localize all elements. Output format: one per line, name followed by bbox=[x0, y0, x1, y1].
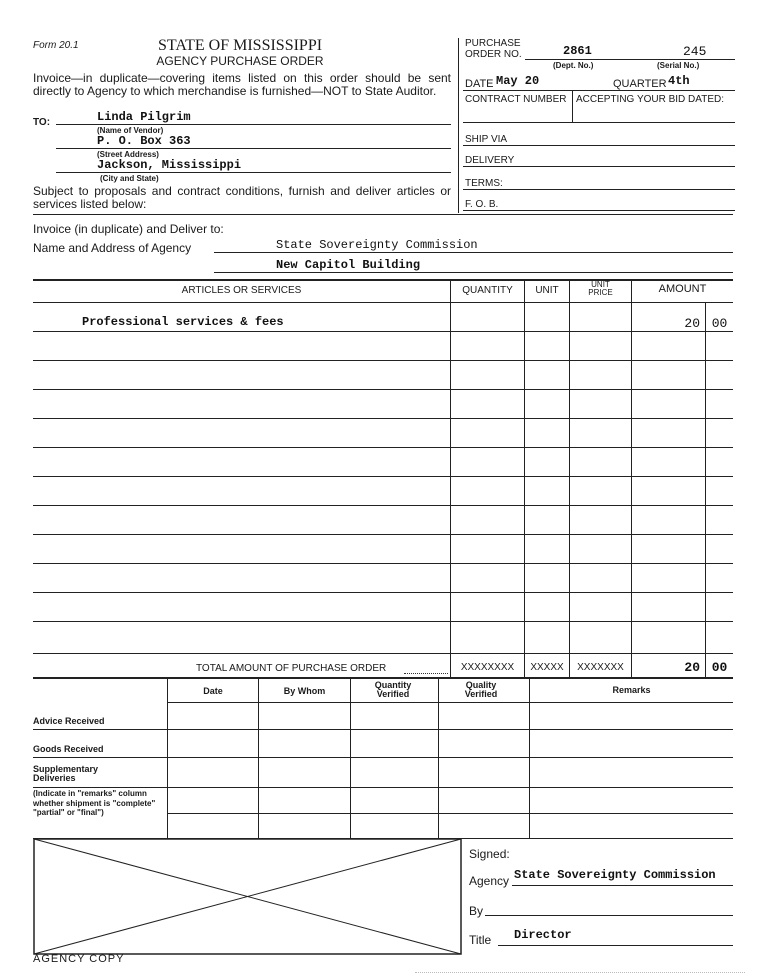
row-line bbox=[33, 447, 733, 448]
vendor-street-line bbox=[56, 148, 451, 149]
supplementary-deliveries-label: Supplementary Deliveries bbox=[33, 764, 99, 783]
contract-line bbox=[463, 122, 735, 123]
invoice-note: Invoice—in duplicate—covering items listed on this order should be sent directly to Agency to which merchandise is furnished—NOT to State Auditor. bbox=[33, 71, 451, 98]
item-dollars: 20 bbox=[684, 316, 700, 331]
delivery-line bbox=[463, 166, 735, 167]
to-label: TO: bbox=[33, 117, 51, 128]
receipt-header-quality-verified: Quality Verified bbox=[464, 680, 498, 699]
agency-sign-line bbox=[512, 885, 733, 886]
section-divider-1 bbox=[33, 214, 733, 215]
goods-received-label: Goods Received bbox=[33, 744, 104, 754]
subject-note: Subject to proposals and contract conditions, furnish and deliver articles or services listed below: bbox=[33, 184, 451, 211]
row-line bbox=[33, 505, 733, 506]
total-leader bbox=[404, 663, 448, 674]
ship-via-label: SHIP VIA bbox=[465, 134, 508, 145]
total-unit: XXXXX bbox=[530, 662, 564, 673]
row-line bbox=[33, 360, 733, 361]
serial-number: 245 bbox=[683, 44, 707, 59]
bottom-dotted-edge bbox=[415, 972, 745, 973]
title-value: Director bbox=[514, 928, 572, 942]
vendor-name: Linda Pilgrim bbox=[97, 110, 191, 124]
receipt-row-line bbox=[33, 787, 733, 788]
receipt-header-date: Date bbox=[203, 686, 223, 696]
agency-address-value: New Capitol Building bbox=[276, 258, 421, 272]
shipment-note: (Indicate in "remarks" column whether shipment is "complete" "partial" or "final") bbox=[33, 789, 156, 817]
vendor-street: P. O. Box 363 bbox=[97, 134, 191, 148]
quarter-value: 4th bbox=[668, 74, 690, 88]
dept-number: 2861 bbox=[563, 44, 592, 58]
ship-via-line bbox=[463, 145, 735, 146]
vendor-city-line bbox=[56, 172, 451, 173]
terms-line bbox=[463, 189, 735, 190]
date-label: DATE bbox=[465, 78, 494, 90]
receipt-row-line bbox=[33, 757, 733, 758]
by-label: By bbox=[469, 904, 484, 918]
title-line bbox=[498, 945, 733, 946]
header-amount: AMOUNT bbox=[658, 283, 707, 295]
col-line-unit bbox=[524, 279, 525, 677]
terms-label: TERMS: bbox=[465, 178, 503, 189]
po-number-line bbox=[525, 59, 735, 60]
signed-label: Signed: bbox=[469, 847, 510, 861]
date-line bbox=[463, 90, 735, 91]
vendor-city-label: (City and State) bbox=[100, 174, 159, 183]
receipt-row-line bbox=[167, 813, 733, 814]
vendor-city: Jackson, Mississippi bbox=[97, 158, 242, 172]
total-cents: 00 bbox=[711, 660, 728, 675]
agency-sign-value: State Sovereignty Commission bbox=[514, 868, 716, 882]
vendor-name-label: (Name of Vendor) bbox=[97, 126, 164, 135]
row-line bbox=[33, 653, 733, 654]
receipt-header-remarks: Remarks bbox=[612, 685, 651, 695]
contract-number-label: CONTRACT NUMBER bbox=[465, 94, 567, 105]
agency-name-label: Name and Address of Agency bbox=[33, 241, 192, 255]
agency-copy-label: AGENCY COPY bbox=[33, 953, 125, 965]
state-title: STATE OF MISSISSIPPI bbox=[157, 37, 323, 54]
row-line bbox=[33, 418, 733, 419]
dept-no-label: (Dept. No.) bbox=[553, 61, 594, 70]
header-quantity: QUANTITY bbox=[462, 285, 513, 296]
fob-line bbox=[463, 210, 735, 211]
item-article: Professional services & fees bbox=[82, 315, 284, 329]
total-label: TOTAL AMOUNT OF PURCHASE ORDER bbox=[196, 663, 387, 674]
items-header-bottom bbox=[33, 302, 733, 303]
date-value: May 20 bbox=[496, 74, 540, 88]
row-line bbox=[33, 563, 733, 564]
agency-sign-label: Agency bbox=[469, 874, 510, 888]
agency-address-line bbox=[214, 272, 733, 273]
row-line bbox=[33, 621, 733, 622]
blank-crossed-box bbox=[33, 838, 463, 956]
header-divider bbox=[458, 38, 459, 213]
po-label: PURCHASE ORDER NO. bbox=[465, 38, 522, 60]
receipt-header-line bbox=[167, 702, 733, 703]
contract-divider bbox=[572, 90, 573, 123]
col-line-quantity bbox=[450, 279, 451, 677]
col-line-amount bbox=[631, 279, 632, 677]
row-line bbox=[33, 331, 733, 332]
header-unit: UNIT bbox=[535, 285, 559, 296]
receipt-row-line bbox=[33, 729, 733, 730]
invoice-deliver-label: Invoice (in duplicate) and Deliver to: bbox=[33, 222, 224, 236]
item-cents: 00 bbox=[711, 316, 728, 331]
row-line bbox=[33, 476, 733, 477]
vendor-street-label: (Street Address) bbox=[97, 150, 159, 159]
delivery-label: DELIVERY bbox=[465, 155, 515, 166]
accepting-bid-label: ACCEPTING YOUR BID DATED: bbox=[576, 94, 724, 105]
serial-no-label: (Serial No.) bbox=[657, 61, 700, 70]
vendor-name-line bbox=[56, 124, 451, 125]
advice-received-label: Advice Received bbox=[33, 716, 105, 726]
quarter-label: QUARTER bbox=[613, 78, 667, 90]
total-unit-price: XXXXXXX bbox=[577, 662, 624, 673]
col-line-unit-price bbox=[569, 279, 570, 677]
row-line bbox=[33, 592, 733, 593]
header-unit-price: UNIT PRICE bbox=[588, 280, 613, 297]
header-articles: ARTICLES OR SERVICES bbox=[181, 285, 302, 296]
row-line bbox=[33, 534, 733, 535]
form-number: Form 20.1 bbox=[33, 40, 79, 51]
agency-name-line bbox=[214, 252, 733, 253]
total-dollars: 20 bbox=[684, 660, 700, 675]
total-quantity: XXXXXXXX bbox=[460, 662, 515, 673]
items-table-bottom bbox=[33, 677, 733, 679]
receipt-header-quantity-verified: Quantity Verified bbox=[374, 680, 412, 699]
agency-name-value: State Sovereignty Commission bbox=[276, 238, 478, 252]
fob-label: F. O. B. bbox=[465, 199, 499, 210]
by-line bbox=[485, 915, 733, 916]
order-title: AGENCY PURCHASE ORDER bbox=[156, 54, 324, 68]
receipt-header-by-whom: By Whom bbox=[283, 686, 326, 696]
row-line bbox=[33, 389, 733, 390]
title-label: Title bbox=[469, 933, 492, 947]
